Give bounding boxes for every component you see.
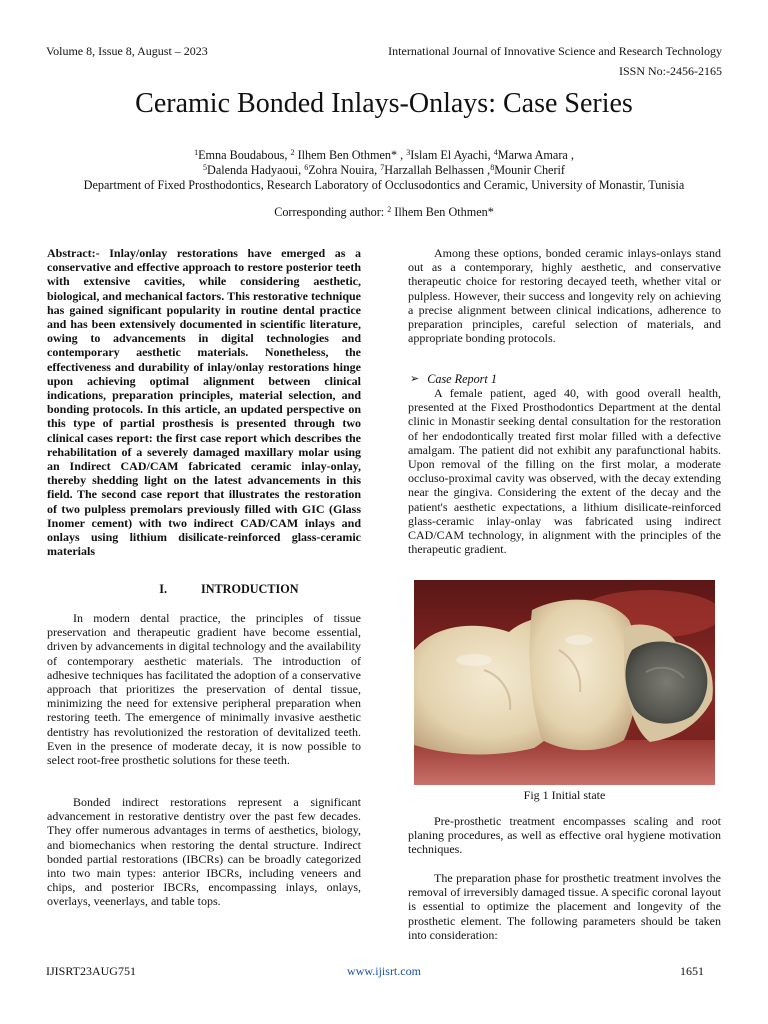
affiliation: Department of Fixed Prosthodontics, Research Laboratory of Occlusodontics and Ceramic, University of Monastir, Tunisia <box>83 178 685 192</box>
right-text-2: Pre-prosthetic treatment encompasses scaling and root planing procedures, as well as effective oral hygiene motivation techniques. <box>408 814 721 857</box>
intro-paragraph-2 <box>47 795 361 909</box>
corresponding-name: Ilhem Ben Othmen* <box>391 205 494 219</box>
journal-volume: Volume 8, Issue 8, August – 2023 <box>46 44 208 58</box>
author-sup: 5 <box>203 163 208 172</box>
author-sup: 4 <box>493 148 498 157</box>
case-report-title: Case Report 1 <box>427 372 497 386</box>
paper-id: IJISRT23AUG751 <box>46 964 136 978</box>
author-sup: 6 <box>304 163 309 172</box>
journal-name: International Journal of Innovative Science and Research Technology <box>388 44 722 58</box>
author-name: Dalenda Hadyaoui, <box>207 163 305 177</box>
right-paragraph-1 <box>408 246 721 345</box>
author-name: Mounir Cherif <box>494 163 565 177</box>
right-text-3: The preparation phase for prosthetic treatment involves the removal of irreversibly damaged tissue. A specific coronal layout is essential to optimize the placement and longevity of the prosthetic element. The following parameters should be taken into consideration: <box>408 871 721 942</box>
author-line-1 <box>0 148 768 163</box>
section-title: INTRODUCTION <box>201 582 299 596</box>
corresponding-author <box>0 205 768 220</box>
author-name: Ilhem Ben Othmen* , <box>294 148 407 162</box>
tooth-photo-image <box>414 580 715 785</box>
issn: ISSN No:-2456-2165 <box>618 64 722 78</box>
author-sup: 7 <box>380 163 385 172</box>
author-name: Islam El Ayachi, <box>410 148 494 162</box>
author-name: Zohra Nouira, <box>308 163 381 177</box>
intro-text-1: In modern dental practice, the principles of tissue preservation and therapeutic gradient have become essential, driven by advancements in digital technology and the availability of contemporary aesthetic materials. The introduction of adhesive techniques has facilitated the adoption of a conservative approach that prioritizes the preservation of dental tissue, minimizing the need for extensive peripheral preparation when restoring teeth. The emergence of minimally invasive aesthetic dentistry has revolutionized the restoration of devitalized teeth. Even in the presence of moderate decay, it is now possible to select root-free prosthetic solutions for these teeth. <box>47 611 361 768</box>
intro-paragraph-1 <box>47 611 361 767</box>
author-sup: 1 <box>194 148 199 157</box>
right-paragraph-3 <box>408 871 721 942</box>
paper-title: Ceramic Bonded Inlays-Onlays: Case Series <box>135 88 633 119</box>
case-paragraph <box>408 386 721 556</box>
corresponding-sup: 2 <box>387 205 392 214</box>
author-sup: 8 <box>490 163 495 172</box>
arrow-bullet-icon: ➢ <box>410 373 420 385</box>
author-block <box>0 148 768 193</box>
journal-website-link[interactable]: www.ijisrt.com <box>347 964 421 978</box>
figure-initial-state <box>414 580 715 785</box>
section-heading-introduction <box>47 582 361 596</box>
corresponding-prefix: Corresponding author: <box>274 205 388 219</box>
author-sup: 2 <box>290 148 295 157</box>
section-number: I. <box>159 582 167 596</box>
author-name: Marwa Amara , <box>497 148 574 162</box>
right-paragraph-2 <box>408 814 721 857</box>
author-line-2 <box>0 163 768 178</box>
author-sup: 3 <box>406 148 411 157</box>
author-name: Harzallah Belhassen , <box>384 163 491 177</box>
left-column <box>47 246 361 558</box>
intro-text-2: Bonded indirect restorations represent a significant advancement in restorative dentistry over the past few decades. They offer numerous advantages in terms of aesthetics, biology, and biomechanics when restoring the dental structure. Indirect bonded partial restorations (IBCRs) can be broadly categorized into two main types: anterior IBCRs, including veneers and chips, and posterior IBCRs, encompassing inlays, onlays, overlays, veenerlays, and table tops. <box>47 795 361 909</box>
case-report-heading <box>408 372 721 386</box>
abstract: Abstract:- Inlay/onlay restorations have emerged as a conservative and effective approach to restore posterior teeth with extensive cavities, while considering aesthetic, biological, and mechanical factors. This restorative technique has gained significant popularity in routine dental practice and has been extensively documented in scientific literature, owing to advancements in digital technologies and contemporary aesthetic materials. Nonetheless, the effectiveness and durability of inlay/onlay restorations hinge upon achieving optimal alignment between clinical indications, preparation principles, material selection, and bonding protocols. In this article, an updated perspective on this type of partial prosthesis is presented through two clinical cases report: the first case report which describes the rehabilitation of a severely damaged maxillary molar using an Indirect CAD/CAM fabricated ceramic inlay-onlay, thereby shedding light on the latest advancements in this field. The second case report that illustrates the restoration of two pulpless premolars previously filled with GIC (Glass Inomer cement) with two indirect CAD/CAM inlays and onlays using lithium disilicate-reinforced glass-ceramic materials <box>47 246 361 559</box>
page-number: 1651 <box>680 964 704 978</box>
right-text-1: Among these options, bonded ceramic inlays-onlays stand out as a contemporary, highly aesthetic, and conservative therapeutic choice for restoring decayed teeth, whether vital or pulpless. However, their success and longevity rely on achieving a precise alignment between clinical indications, adherence to preparation principles, careful selection of materials, and appropriate bonding protocols. <box>408 246 721 346</box>
case-text: A female patient, aged 40, with good overall health, presented at the Fixed Prosthodontics Department at the dental clinic in Monastir seeking dental consultation for the restoration of her endodontically treated first molar filled with a defective amalgam. The patient did not exhibit any parafunctional habits. Upon removal of the filling on the first molar, a moderate occluso-proximal cavity was observed, with the decay extending near the gingiva. Considering the extent of the decay and the patient's aesthetic expectations, a lithium disilicate-reinforced glass-ceramic inlay-onlay was fabricated using indirect CAD/CAM technology, in alignment with the principles of the therapeutic gradient. <box>408 386 721 557</box>
author-name: Emna Boudabous, <box>198 148 291 162</box>
figure-caption: Fig 1 Initial state <box>523 788 606 802</box>
